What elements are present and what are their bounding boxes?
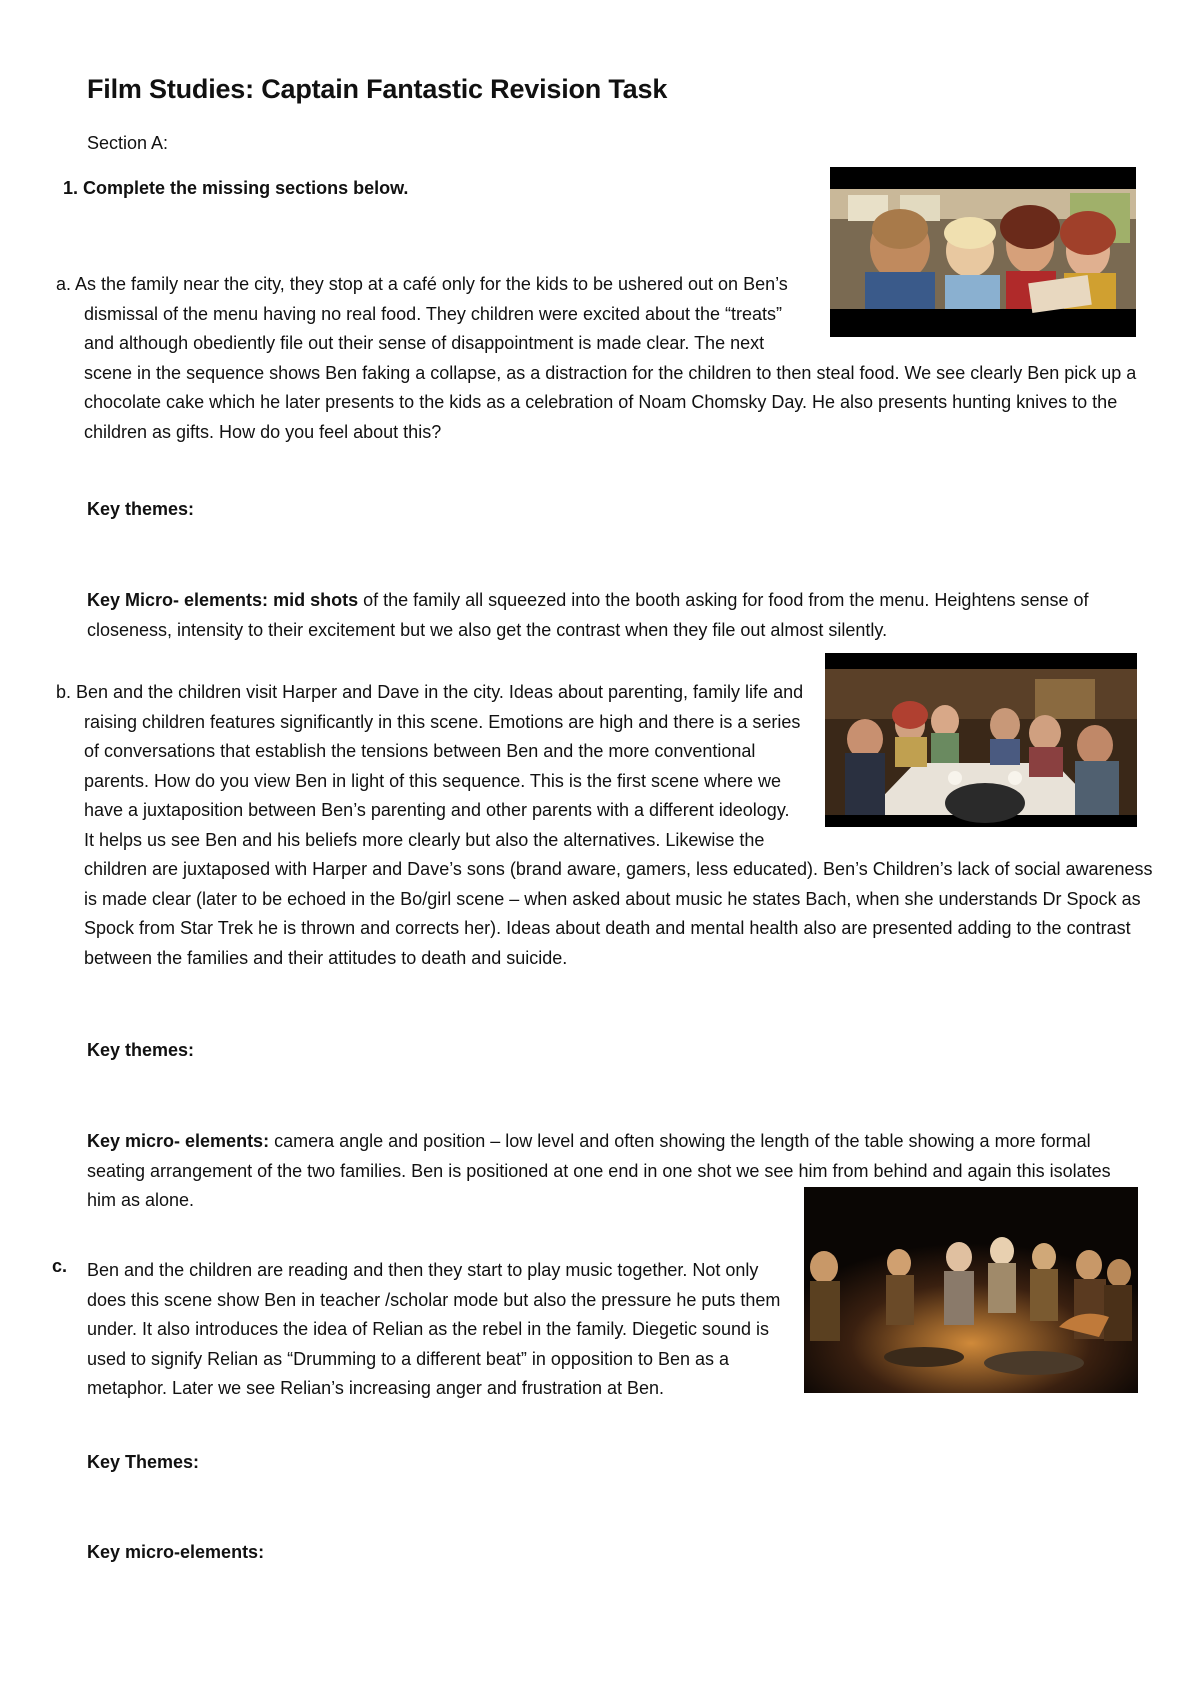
item-a-micro-text: of the family all squeezed into the booth asking for food from the menu. Heightens sense of closeness, intensity to their excitement but we also get the contrast when they file out almost silently. — [87, 590, 1089, 640]
item-b-marker: b. — [56, 682, 72, 702]
section-heading: Section A: — [87, 133, 169, 153]
item-c-key-micro: Key micro-elements: — [87, 1542, 265, 1562]
item-a-body: As the family near the city, they stop at a café only for the kids to be ushered out on Ben’s dismissal of the menu having no real food. They children were excited about the “treats” and although obediently file out their sense of disappointment is made clear. The next scene in the sequence shows Ben faking a collapse, as a distraction for the children to then steal food. We see clearly Ben pick up a chocolate cake which he later presents to the kids as a celebration of Noam Chomsky Day. He also presents hunting knives to the children as gifts. How do you feel about this? — [75, 274, 1137, 442]
item-a-key-micro — [87, 586, 1137, 645]
item-a-text — [56, 270, 1154, 447]
item-c-text — [87, 1256, 797, 1404]
item-a-micro-bold: mid shots — [273, 590, 359, 610]
item-b-body: Ben and the children visit Harper and Dave in the city. Ideas about parenting, family life and raising children features significantly in this scene. Emotions are high and there is a series of conversations that establish the tensions between Ben and the more conventional parents. How do you view Ben in light of this sequence. This is the first scene where we have a juxtaposition between Ben’s parenting and other parents with a different ideology. It helps us see Ben and his beliefs more clearly but also the alternatives. Likewise the children are juxtaposed with Harper and Dave’s sons (brand aware, gamers, less educated). Ben’s Children’s lack of social awareness is made clear (later to be echoed in the Bo/girl scene – when asked about music he states Bach, when she understands Dr Spock as Spock from Star Trek he is thrown and corrects her). Ideas about death and mental health also are presented adding to the contrast between the families and their attitudes to death and suicide. — [71, 682, 1153, 968]
item-b-micro-text: camera angle and position – low level and often showing the length of the table showing a more formal seating arrangement of the two families. Ben is positioned at one end in one shot we see him from behind and again this isolates him as alone. — [87, 1131, 1111, 1210]
item-c-marker: c. — [52, 1256, 68, 1276]
item-b-key-themes: Key themes: — [87, 1040, 195, 1060]
item-b-micro-label: Key micro- elements: — [87, 1131, 270, 1151]
item-a-micro-label: Key Micro- elements: — [87, 590, 269, 610]
question-1-number: 1. — [63, 178, 79, 198]
item-b-text-float-spacer — [804, 678, 1154, 828]
item-c-key-themes: Key Themes: — [87, 1452, 200, 1472]
question-1-text: Complete the missing sections below. — [83, 178, 409, 198]
item-a-marker: a. — [56, 274, 72, 294]
item-a-text-float-spacer — [809, 270, 1154, 340]
page-title: Film Studies: Captain Fantastic Revision Task — [87, 74, 668, 104]
item-b-text — [56, 678, 1154, 973]
campfire-music-photo — [804, 1187, 1138, 1393]
item-a-key-themes: Key themes: — [87, 499, 195, 519]
question-1 — [63, 178, 408, 199]
item-c-body: Ben and the children are reading and then they start to play music together. Not only does this scene show Ben in teacher /scholar mode but also the pressure he puts them under. It also introduces the idea of Relian as the rebel in the family. Diegetic sound is used to signify Relian as “Drumming to a different beat” in opposition to Ben as a metaphor. Later we see Relian’s increasing anger and frustration at Ben. — [87, 1260, 781, 1398]
